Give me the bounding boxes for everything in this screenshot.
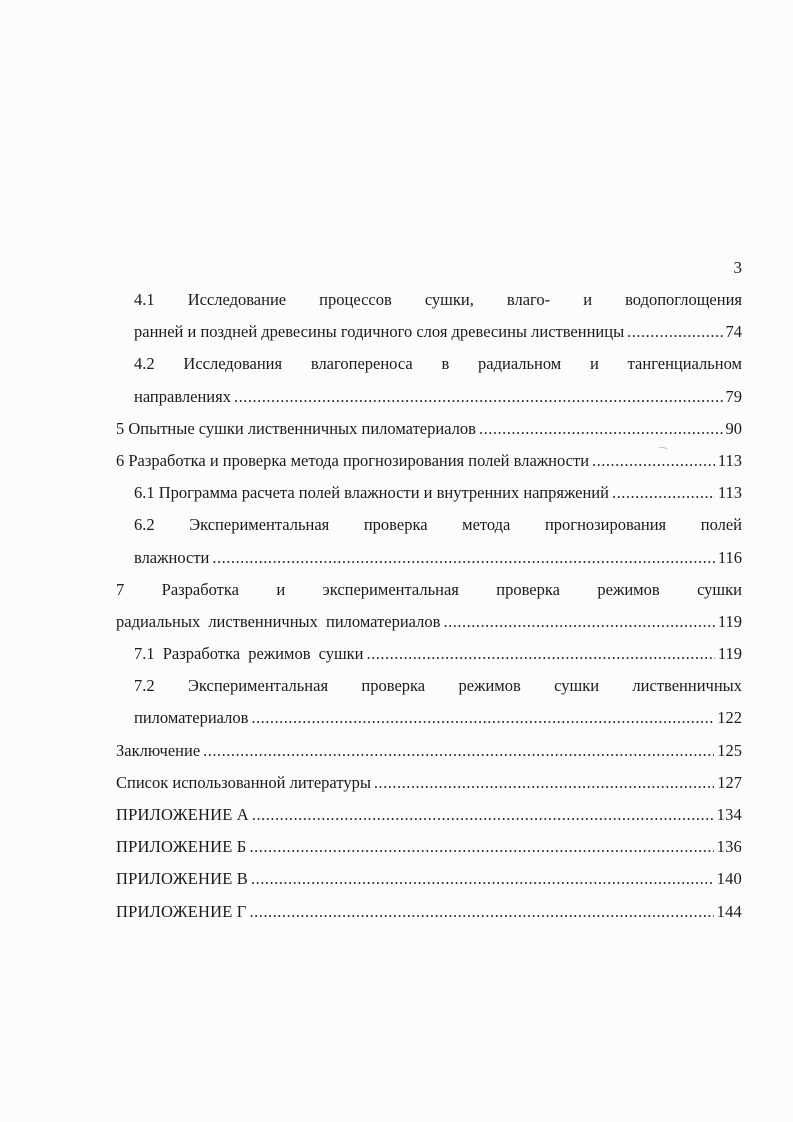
toc-entry-6-2[interactable] [116, 542, 742, 574]
toc-entry-text: ПРИЛОЖЕНИЕ В [116, 869, 249, 889]
toc-entry-text: 6.1 Программа расчета полей влажности и внутренних напряжений [134, 483, 609, 503]
toc-page-number: 140 [716, 869, 742, 889]
page-number: 3 [733, 258, 742, 277]
dot-leader [234, 381, 723, 413]
toc-entry-4-1-title: 4.1 Исследование процессов сушки, влаго- и водопоглощения [134, 290, 742, 309]
toc-entry-6-1[interactable] [116, 477, 742, 509]
dot-leader [374, 767, 714, 799]
toc-entry-appendix-a[interactable] [116, 799, 742, 831]
toc-page-number: 113 [717, 483, 742, 503]
toc-page-number: 134 [716, 805, 742, 824]
toc-entry-references[interactable] [116, 767, 742, 799]
toc-page-number: 119 [717, 644, 742, 664]
toc-page-number: 127 [717, 772, 742, 792]
toc-page-number: 125 [717, 740, 742, 760]
toc-entry-text: ранней и поздней древесины годичного слоя древесины лиственницы [134, 322, 625, 342]
toc-page-number: 113 [717, 450, 742, 470]
dot-leader [443, 606, 714, 638]
toc-entry-text: ПРИЛОЖЕНИЕ Г [116, 901, 247, 921]
toc-entry-text: Список использованной литературы [116, 772, 371, 792]
toc-entry-7-2[interactable] [116, 702, 742, 734]
toc-entry-text: радиальных лиственничных пиломатериалов [116, 611, 441, 631]
toc-page-number: 144 [716, 901, 742, 921]
dot-leader [479, 413, 723, 445]
toc-entry-5[interactable] [116, 413, 742, 445]
toc-entry-appendix-g[interactable] [116, 896, 742, 928]
toc-entry-7-1[interactable] [116, 638, 742, 670]
toc-page-number: 122 [717, 708, 742, 728]
toc-page-number: 74 [725, 322, 742, 342]
toc-entry-text: 6 Разработка и проверка метода прогнозирования полей влажности [116, 450, 590, 470]
toc-entry-7-title: 7 Разработка и экспериментальная проверка режимов сушки [116, 579, 742, 599]
toc-entry-7-2-title: 7.2 Экспериментальная проверка режимов сушки лиственничных [134, 676, 742, 696]
dot-leader [250, 896, 714, 928]
toc-entry-4-1[interactable] [116, 316, 742, 348]
toc-entry-conclusion[interactable] [116, 735, 742, 767]
toc-entry-appendix-v[interactable] [116, 863, 742, 895]
toc-entry-text: пиломатериалов [134, 708, 249, 728]
dot-leader [212, 542, 714, 574]
table-of-contents [116, 284, 742, 928]
toc-page-number: 79 [725, 386, 742, 406]
dot-leader [203, 735, 714, 767]
toc-entry-7[interactable] [116, 606, 742, 638]
toc-entry-4-2-title: 4.2 Исследования влагопереноса в радиальном и тангенциальном [134, 354, 742, 374]
toc-entry-text: Заключение [116, 740, 201, 760]
dot-leader [249, 831, 713, 863]
dot-leader [627, 316, 722, 348]
toc-page-number: 119 [717, 611, 742, 631]
toc-page-number: 116 [717, 547, 742, 567]
toc-entry-text: 5 Опытные сушки лиственничных пиломатериалов [116, 418, 476, 438]
toc-page-number: 90 [725, 418, 742, 438]
dot-leader [367, 638, 715, 670]
toc-entry-text: ПРИЛОЖЕНИЕ А [116, 805, 249, 824]
dot-leader [252, 799, 714, 831]
toc-entry-text: ПРИЛОЖЕНИЕ Б [116, 837, 247, 857]
dot-leader [592, 445, 715, 477]
toc-entry-text: 7.1 Разработка режимов сушки [134, 644, 364, 664]
toc-entry-6[interactable] [116, 445, 742, 477]
toc-entry-text: влажности [134, 547, 210, 567]
toc-entry-appendix-b[interactable] [116, 831, 742, 863]
dot-leader [251, 863, 714, 895]
dot-leader [612, 477, 715, 509]
toc-entry-4-2[interactable] [116, 381, 742, 413]
toc-entry-6-2-title: 6.2 Экспериментальная проверка метода прогнозирования полей [134, 515, 742, 535]
toc-entry-text: направлениях [134, 386, 231, 406]
dot-leader [251, 702, 714, 734]
toc-page-number: 136 [716, 837, 742, 857]
